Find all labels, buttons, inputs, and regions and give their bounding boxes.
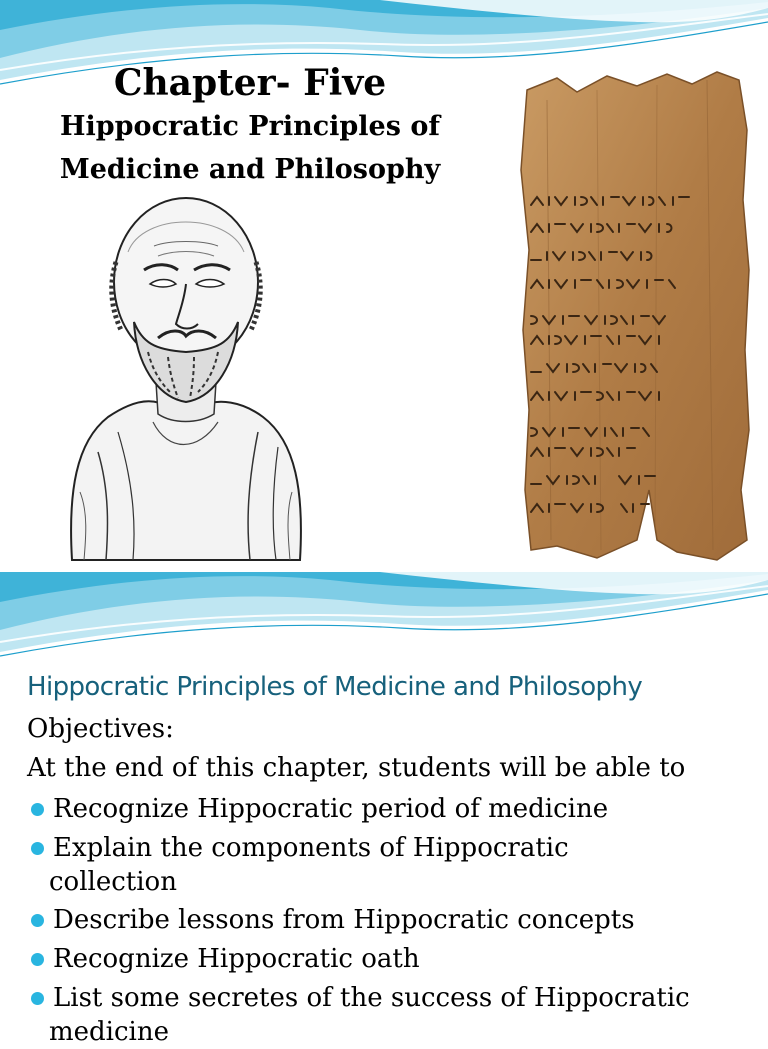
objectives-label: Objectives: xyxy=(27,714,174,744)
bullet-text: Recognize Hippocratic oath xyxy=(53,944,420,974)
papyrus-fragment-image xyxy=(517,70,755,564)
chapter-title: Chapter- Five xyxy=(113,62,387,104)
objective-bullet xyxy=(27,903,635,937)
slide-heading: Hippocratic Principles of Medicine and Philosophy xyxy=(27,672,643,702)
chapter-subtitle xyxy=(0,105,500,191)
bullet-text: Recognize Hippocratic period of medicine xyxy=(53,794,609,824)
subtitle-line-1: Hippocratic Principles of xyxy=(60,111,440,142)
header-wave-decoration xyxy=(0,572,768,682)
bullet-text-continued: collection xyxy=(49,867,177,897)
objective-bullet xyxy=(27,942,420,976)
objective-bullet xyxy=(27,981,690,1049)
bullet-dot-icon xyxy=(31,803,44,816)
bullet-dot-icon xyxy=(31,992,44,1005)
hippocrates-bust-image xyxy=(58,192,310,564)
objectives-intro: At the end of this chapter, students will be able to xyxy=(27,753,686,783)
bullet-text-continued: medicine xyxy=(49,1017,170,1047)
bullet-text: List some secretes of the success of Hippocratic xyxy=(53,983,690,1013)
bullet-dot-icon xyxy=(31,842,44,855)
bullet-dot-icon xyxy=(31,953,44,966)
objective-bullet xyxy=(27,831,569,899)
bullet-text: Explain the components of Hippocratic xyxy=(53,833,569,863)
objective-bullet xyxy=(27,792,608,826)
bullet-dot-icon xyxy=(31,914,44,927)
subtitle-line-2: Medicine and Philosophy xyxy=(59,154,441,185)
bullet-text: Describe lessons from Hippocratic concepts xyxy=(53,905,635,935)
